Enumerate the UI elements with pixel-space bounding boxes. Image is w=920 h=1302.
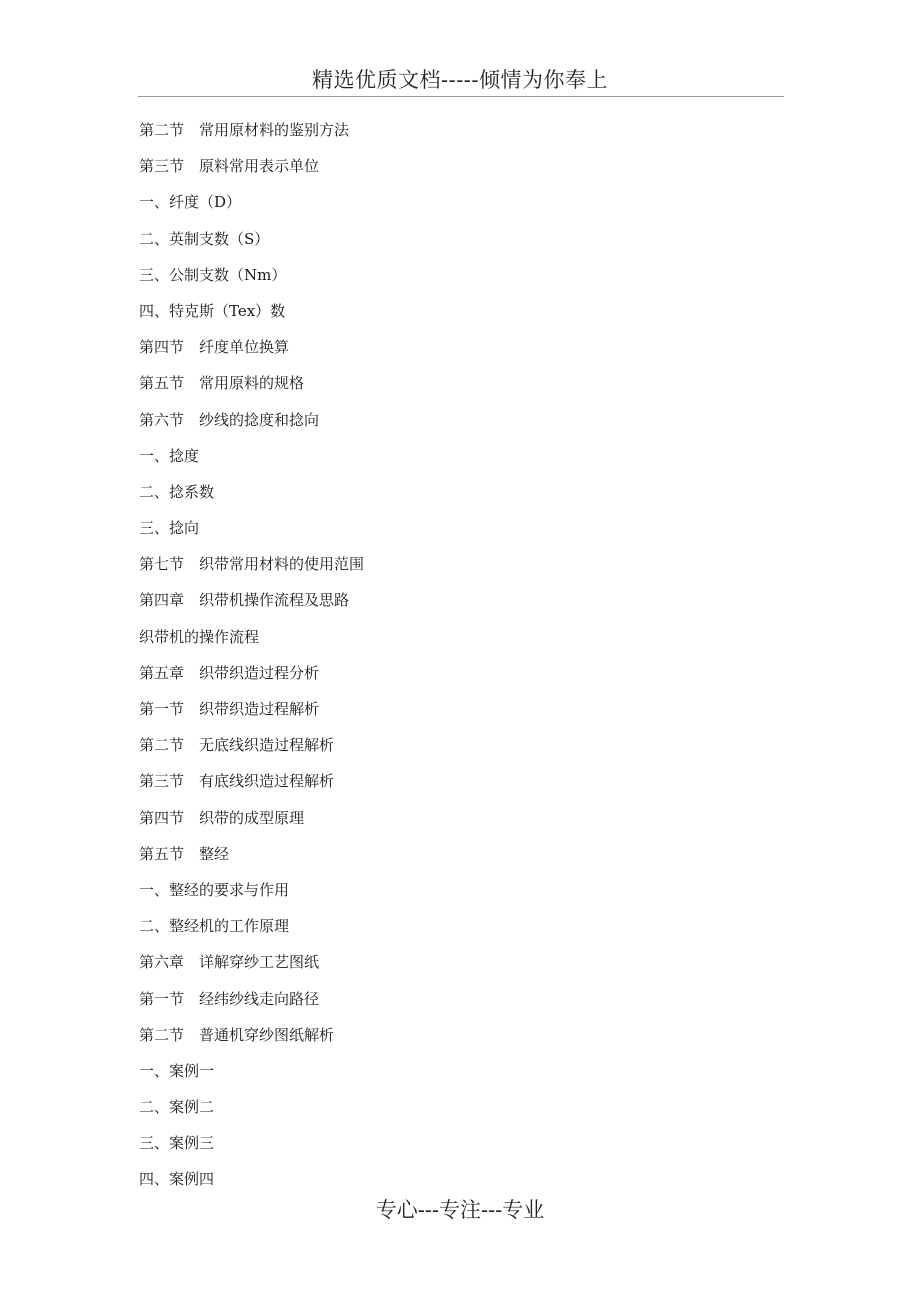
toc-item: 三、案例三 [139, 1134, 215, 1153]
toc-item: 第三节 有底线织造过程解析 [139, 772, 335, 791]
toc-item: 第五节 整经 [139, 844, 230, 863]
toc-item: 第二节 无底线织造过程解析 [139, 736, 335, 755]
toc-item: 四、案例四 [139, 1170, 215, 1189]
toc-item: 四、特克斯（Tex）数 [139, 301, 286, 320]
toc-item: 第一节 织带织造过程解析 [139, 700, 320, 718]
toc-item: 第一节 经纬纱线走向路径 [139, 989, 320, 1008]
header-divider [138, 96, 784, 97]
page-header: 精选优质文档-----倾情为你奉上 [312, 68, 608, 92]
toc-item: 第三节 原料常用表示单位 [139, 157, 320, 176]
toc-item: 三、公制支数（Nm） [139, 265, 287, 284]
toc-item: 一、捻度 [139, 446, 200, 465]
toc-item: 二、整经机的工作原理 [139, 917, 290, 936]
toc-item: 第五节 常用原料的规格 [139, 374, 305, 393]
toc-item: 织带机的操作流程 [139, 627, 260, 646]
toc-item: 三、捻向 [139, 519, 200, 538]
toc-item: 第六节 纱线的捻度和捻向 [139, 410, 320, 429]
toc-item: 第六章 详解穿纱工艺图纸 [139, 953, 320, 972]
toc-item: 二、捻系数 [139, 482, 215, 501]
toc-item: 第二节 普通机穿纱图纸解析 [139, 1025, 335, 1044]
toc-item: 二、英制支数（S） [139, 229, 270, 248]
table-of-contents [139, 112, 364, 1198]
toc-item: 第五章 织带织造过程分析 [139, 663, 320, 682]
toc-item: 第七节 织带常用材料的使用范围 [139, 555, 365, 574]
toc-item: 二、案例二 [139, 1098, 215, 1117]
toc-item: 第四节 织带的成型原理 [139, 808, 305, 827]
page-footer: 专心---专注---专业 [375, 1198, 545, 1222]
toc-item: 一、整经的要求与作用 [139, 880, 290, 899]
toc-item: 一、纤度（D） [139, 193, 242, 212]
toc-item: 第二节 常用原材料的鉴别方法 [139, 121, 350, 139]
toc-item: 第四节 纤度单位换算 [139, 338, 290, 357]
toc-item: 第四章 织带机操作流程及思路 [139, 591, 350, 610]
toc-item: 一、案例一 [139, 1061, 215, 1080]
